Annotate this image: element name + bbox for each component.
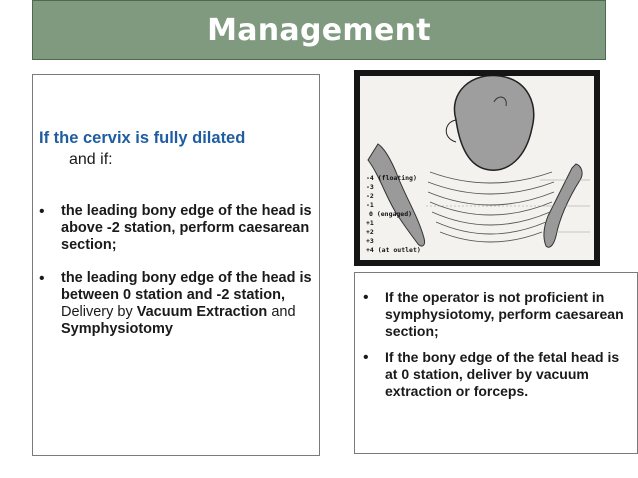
left-bullet-1-text: the leading bony edge of the head is above -2 station, perform caesarean section;: [61, 203, 312, 253]
right-bullet-1: [363, 289, 633, 340]
bullet-dot: •: [363, 289, 369, 306]
left-bullet-1: [39, 203, 317, 254]
condition-subheading: and if:: [69, 151, 113, 168]
right-bullet-2: [363, 349, 633, 400]
station-label: -2: [366, 192, 374, 200]
bullet-dot: •: [39, 203, 45, 220]
condition-heading: If the cervix is fully dilated: [39, 129, 246, 147]
station-label: 0 (engaged): [369, 210, 413, 218]
bullet-dot: •: [39, 270, 45, 287]
bullet-dot: •: [363, 349, 369, 366]
station-label: +3: [366, 237, 374, 245]
station-label: -1: [366, 201, 374, 209]
right-content-box: [354, 272, 638, 454]
fetal-station-illustration: [354, 70, 600, 266]
right-bullet-1-text: If the operator is not proficient in symphysiotomy, perform caesarean section;: [385, 289, 624, 339]
station-label: +2: [366, 228, 374, 236]
station-label: +4 (at outlet): [366, 246, 421, 254]
left-content-box: [32, 74, 320, 456]
right-bullet-2-text: If the bony edge of the fetal head is at 0 station, deliver by vacuum extraction or forceps.: [385, 349, 620, 399]
pelvis-diagram: [360, 76, 594, 260]
left-bullet-2-text: the leading bony edge of the head is between 0 station and -2 station, Delivery by Vacuum Extraction and Symphysiotomy: [61, 270, 312, 337]
left-bullet-2: [39, 270, 317, 338]
slide-title: Management: [207, 12, 431, 48]
station-label: +1: [366, 219, 374, 227]
station-label: -3: [366, 183, 374, 191]
station-label: -4 (floating): [366, 174, 417, 182]
title-bar: [32, 0, 606, 60]
